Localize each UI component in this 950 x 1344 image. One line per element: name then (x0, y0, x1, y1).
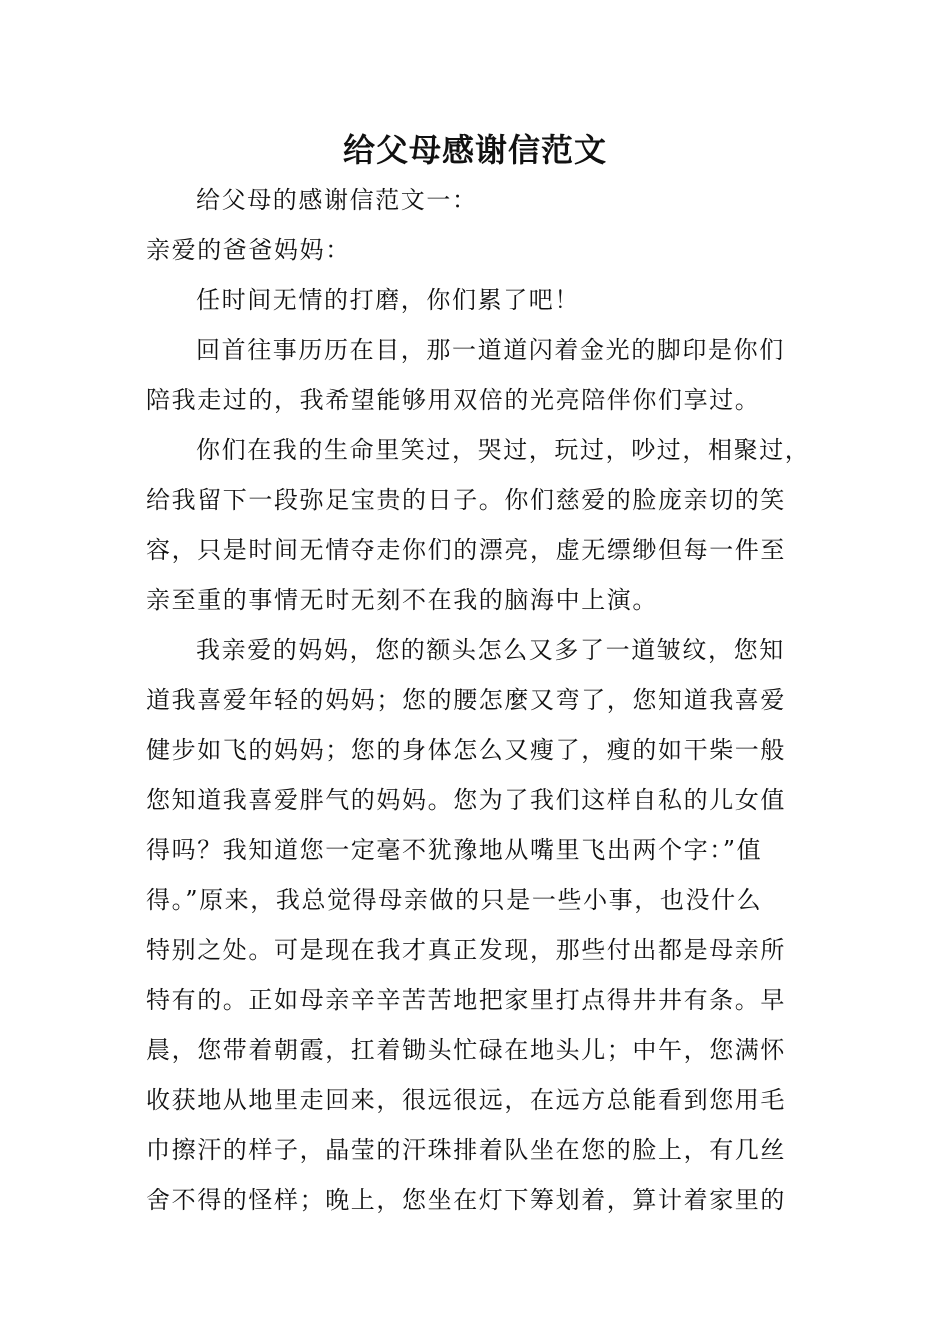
text-line: 得。”原来，我总觉得母亲做的只是一些小事，也没什么 (146, 886, 763, 914)
text-line: 容，只是时间无情夺走你们的漂亮，虚无缥缈但每一件至 (146, 536, 786, 564)
text-line: 您知道我喜爱胖气的妈妈。您为了我们这样自私的儿女值 (146, 786, 786, 814)
text-line: 特别之处。可是现在我才真正发现，那些付出都是母亲所 (146, 936, 786, 964)
text-line: 特有的。正如母亲辛辛苦苦地把家里打点得井井有条。早 (146, 986, 786, 1014)
text-line: 巾擦汗的样子，晶莹的汗珠排着队坐在您的脸上，有几丝 (146, 1136, 786, 1164)
salutation: 亲爱的爸爸妈妈： (146, 236, 351, 264)
text-line: 道我喜爱年轻的妈妈；您的腰怎麼又弯了，您知道我喜爱 (146, 686, 786, 714)
text-line: 健步如飞的妈妈；您的身体怎么又瘦了，瘦的如干柴一般 (146, 736, 786, 764)
text-line: 得吗？我知道您一定毫不犹豫地从嘴里飞出两个字：”值 (146, 836, 763, 864)
document-title: 给父母感谢信范文 (342, 131, 607, 169)
text-line: 陪我走过的，我希望能够用双倍的光亮陪伴你们享过。 (146, 386, 761, 414)
text-line: 我亲爱的妈妈，您的额头怎么又多了一道皱纹，您知 (196, 636, 785, 664)
section-heading: 给父母的感谢信范文一： (196, 186, 478, 214)
text-line: 你们在我的生命里笑过，哭过，玩过，吵过，相聚过， (196, 436, 811, 464)
text-line: 收获地从地里走回来，很远很远，在远方总能看到您用毛 (146, 1086, 786, 1114)
text-line: 给我留下一段弥足宝贵的日子。你们慈爱的脸庞亲切的笑 (146, 486, 786, 514)
text-line: 晨，您带着朝霞，扛着锄头忙碌在地头儿；中午，您满怀 (146, 1036, 786, 1064)
text-line: 亲至重的事情无时无刻不在我的脑海中上演。 (146, 586, 658, 614)
text-line: 任时间无情的打磨，你们累了吧！ (196, 286, 580, 314)
text-line: 舍不得的怪样；晚上，您坐在灯下筹划着，算计着家里的 (146, 1186, 786, 1214)
text-line: 回首往事历历在目，那一道道闪着金光的脚印是你们 (196, 336, 785, 364)
